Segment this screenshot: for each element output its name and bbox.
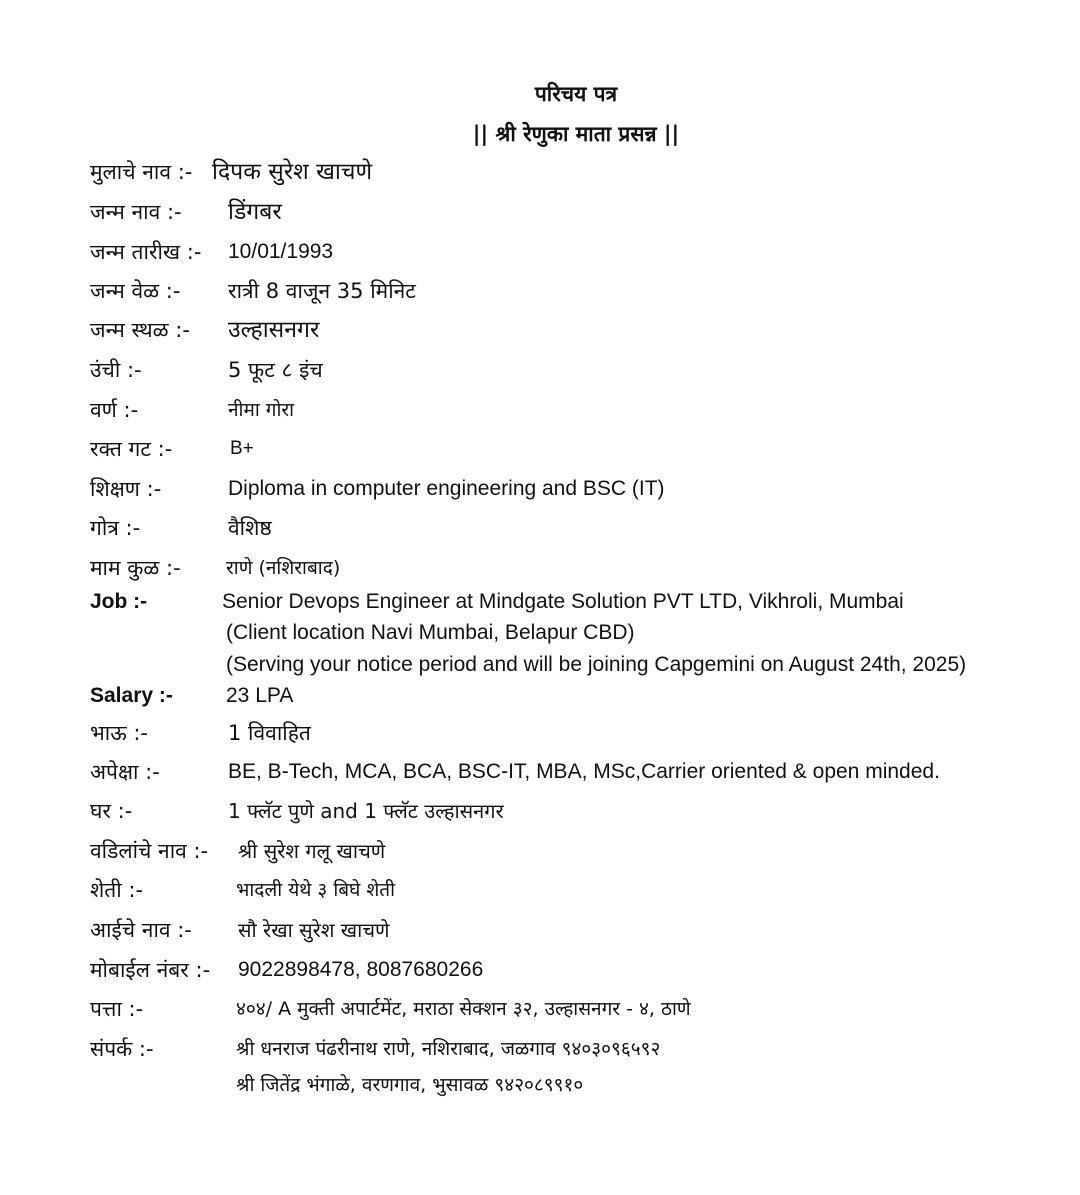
row-address	[90, 994, 1070, 1024]
row-father-name	[90, 836, 1070, 866]
label-house: घर :-	[90, 799, 133, 823]
label-education: शिक्षण :-	[90, 477, 162, 501]
document-title: परिचय पत्र	[534, 82, 618, 106]
row-birth-date	[90, 237, 1070, 267]
value-father-name: श्री सुरेश गलू खाचणे	[238, 839, 386, 863]
label-mobile: मोबाईल नंबर :-	[90, 958, 211, 982]
value-salary: 23 LPA	[226, 684, 294, 707]
label-farm: शेती :-	[90, 878, 144, 902]
row-blood-group	[90, 434, 1070, 464]
document-subtitle: || श्री रेणुका माता प्रसन्न ||	[472, 122, 680, 146]
value-name: दिपक सुरेश खाचणे	[212, 159, 373, 185]
value-birth-time: रात्री 8 वाजून 35 मिनिट	[228, 279, 416, 303]
label-birth-name: जन्म नाव :-	[90, 200, 182, 224]
value-birth-date: 10/01/1993	[228, 240, 334, 263]
row-name	[90, 157, 1070, 187]
row-house	[90, 796, 1070, 826]
label-maternal-clan: माम कुळ :-	[90, 556, 181, 580]
value-contact-line-2: श्री जितेंद्र भंगाळे, वरणगाव, भुसावळ ९४२०८९९१०	[236, 1074, 584, 1096]
value-contact-line-1: श्री धनराज पंढरीनाथ राणे, नशिराबाद, जळगाव ९४०३०९६५९२	[236, 1038, 661, 1060]
label-brother: भाऊ :-	[90, 721, 149, 745]
label-birth-time: जन्म वेळ :-	[90, 279, 181, 303]
value-blood-group: B+	[230, 438, 254, 459]
label-father-name: वडिलांचे नाव :-	[90, 839, 209, 863]
label-height: उंची :-	[90, 358, 142, 382]
value-job-line-3: (Serving your notice period and will be joining Capgemini on August 24th, 2025)	[226, 653, 967, 676]
label-address: पत्ता :-	[90, 997, 144, 1021]
row-salary	[90, 681, 1070, 711]
label-job: Job :-	[90, 590, 148, 613]
label-birth-place: जन्म स्थळ :-	[90, 318, 190, 342]
row-maternal-clan	[90, 553, 1070, 583]
row-education	[90, 474, 1070, 504]
value-mother-name: सौ रेखा सुरेश खाचणे	[238, 918, 390, 942]
label-mother-name: आईचे नाव :-	[90, 918, 192, 942]
row-job	[90, 587, 1070, 617]
label-blood-group: रक्त गट :-	[90, 437, 173, 461]
value-complexion: नीमा गोरा	[228, 399, 295, 421]
value-birth-name: डिंगबर	[228, 199, 282, 225]
value-education: Diploma in computer engineering and BSC (IT)	[228, 477, 665, 500]
row-birth-name	[90, 197, 1070, 227]
label-salary: Salary :-	[90, 684, 173, 707]
value-maternal-clan: राणे (नशिराबाद)	[226, 557, 341, 579]
value-height: 5 फूट ८ इंच	[228, 358, 323, 382]
row-height	[90, 355, 1070, 385]
row-brother	[90, 718, 1070, 748]
label-complexion: वर्ण :-	[90, 398, 139, 422]
row-farm	[90, 875, 1070, 905]
label-expectation: अपेक्षा :-	[90, 760, 160, 784]
value-expectation: BE, B-Tech, MCA, BCA, BSC-IT, MBA, MSc,Carrier oriented & open minded.	[228, 760, 940, 783]
row-birth-place	[90, 315, 1070, 345]
row-gotra	[90, 513, 1070, 543]
value-farm: भादली येथे ३ बिघे शेती	[236, 879, 396, 901]
value-gotra: वैशिष्ठ	[228, 516, 272, 540]
label-birth-date: जन्म तारीख :-	[90, 240, 202, 264]
label-name: मुलाचे नाव :-	[90, 160, 193, 184]
value-house: 1 फ्लॅट पुणे and 1 फ्लॅट उल्हासनगर	[228, 799, 504, 823]
value-brother: 1 विवाहित	[228, 721, 311, 745]
row-mobile	[90, 955, 1070, 985]
label-gotra: गोत्र :-	[90, 516, 141, 540]
value-job-line-2: (Client location Navi Mumbai, Belapur CBD)	[226, 621, 635, 644]
value-address: ४०४/ A मुक्ती अपार्टमेंट, मराठा सेक्शन ३२, उल्हासनगर - ४, ठाणे	[236, 998, 691, 1020]
value-mobile: 9022898478, 8087680266	[238, 958, 484, 981]
row-mother-name	[90, 915, 1070, 945]
row-expectation	[90, 757, 1070, 787]
label-contact: संपर्क :-	[90, 1037, 154, 1061]
row-complexion	[90, 395, 1070, 425]
row-contact	[90, 1034, 1070, 1064]
value-birth-place: उल्हासनगर	[228, 317, 320, 343]
row-birth-time	[90, 276, 1070, 306]
value-job-line-1: Senior Devops Engineer at Mindgate Solution PVT LTD, Vikhroli, Mumbai	[222, 590, 904, 613]
